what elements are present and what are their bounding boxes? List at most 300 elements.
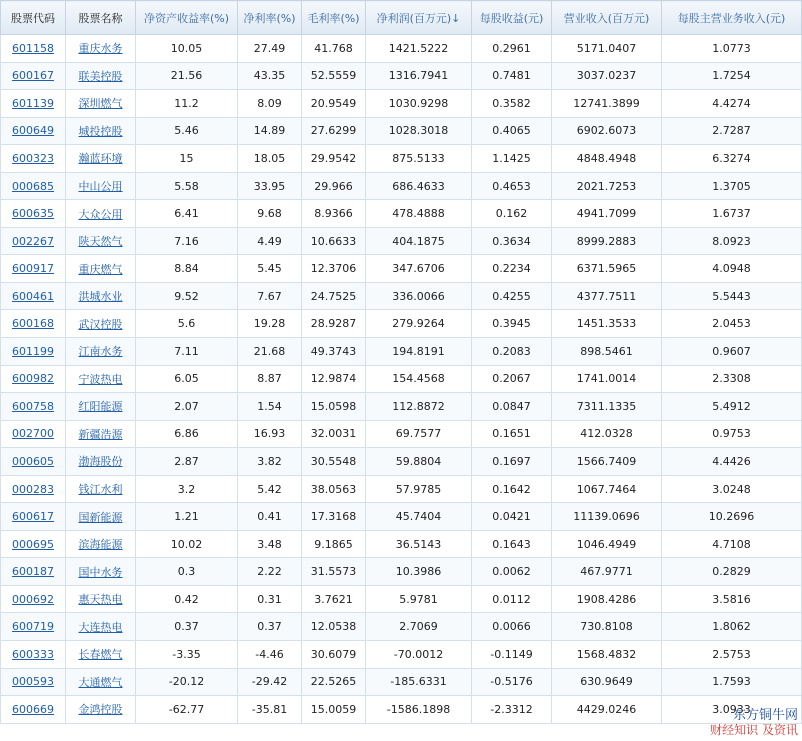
stock-code-link[interactable]: 002700 [12, 427, 54, 441]
cell-stock-name [66, 62, 136, 90]
cell-stock-name [66, 200, 136, 228]
header-gross-margin[interactable]: 毛利率(%) [302, 1, 366, 35]
cell-roe: 5.6 [136, 310, 238, 338]
table-row [1, 227, 802, 255]
cell-stock-name [66, 35, 136, 63]
stock-name-link[interactable]: 钱江水利 [78, 483, 123, 497]
cell-revenue-per-share: 4.7108 [662, 530, 802, 558]
cell-gross-margin: 10.6633 [302, 227, 366, 255]
cell-stock-code [1, 145, 66, 173]
cell-stock-code [1, 35, 66, 63]
stock-name-link[interactable]: 滨海能源 [78, 538, 123, 552]
cell-stock-code [1, 255, 66, 283]
cell-revenue: 6371.5965 [552, 255, 662, 283]
cell-net-profit: 57.9785 [366, 475, 472, 503]
cell-roe: 6.86 [136, 420, 238, 448]
cell-revenue: 412.0328 [552, 420, 662, 448]
stock-code-link[interactable]: 600461 [12, 289, 54, 303]
cell-gross-margin: 22.5265 [302, 668, 366, 696]
cell-stock-code [1, 172, 66, 200]
table-row [1, 475, 802, 503]
cell-revenue: 898.5461 [552, 338, 662, 366]
cell-revenue: 11139.0696 [552, 503, 662, 531]
cell-stock-code [1, 641, 66, 669]
cell-eps: 0.4653 [472, 172, 552, 200]
cell-revenue: 1451.3533 [552, 310, 662, 338]
cell-net-profit: -70.0012 [366, 641, 472, 669]
cell-stock-name [66, 172, 136, 200]
cell-revenue-per-share: 1.0773 [662, 35, 802, 63]
cell-gross-margin: 12.3706 [302, 255, 366, 283]
table-row [1, 282, 802, 310]
cell-gross-margin: 31.5573 [302, 558, 366, 586]
stock-code-link[interactable]: 600758 [12, 399, 54, 413]
cell-gross-margin: 17.3168 [302, 503, 366, 531]
cell-stock-name [66, 696, 136, 724]
cell-roe: -20.12 [136, 668, 238, 696]
cell-stock-code [1, 585, 66, 613]
cell-stock-name [66, 90, 136, 118]
cell-gross-margin: 28.9287 [302, 310, 366, 338]
cell-net-margin: 4.49 [238, 227, 302, 255]
stock-name-link[interactable]: 渤海股份 [78, 455, 123, 469]
stock-code-link[interactable]: 601139 [12, 96, 54, 110]
cell-stock-code [1, 668, 66, 696]
cell-revenue-per-share: 8.0923 [662, 227, 802, 255]
cell-net-margin: 8.87 [238, 365, 302, 393]
header-net-profit[interactable]: 净利润(百万元)↓ [366, 1, 472, 35]
table-row [1, 310, 802, 338]
header-revenue-per-share[interactable]: 每股主营业务收入(元) [662, 1, 802, 35]
cell-eps: 0.3945 [472, 310, 552, 338]
cell-net-margin: 7.67 [238, 282, 302, 310]
cell-revenue-per-share: 1.3705 [662, 172, 802, 200]
stock-name-link[interactable]: 深圳燃气 [78, 97, 123, 111]
stock-name-link[interactable]: 宁波热电 [78, 372, 123, 386]
cell-eps: 0.4255 [472, 282, 552, 310]
cell-roe: 8.84 [136, 255, 238, 283]
cell-stock-code [1, 696, 66, 724]
stock-code-link[interactable]: 000685 [12, 179, 54, 193]
cell-stock-name [66, 558, 136, 586]
cell-stock-code [1, 530, 66, 558]
cell-net-margin: 0.41 [238, 503, 302, 531]
cell-gross-margin: 32.0031 [302, 420, 366, 448]
cell-eps: -0.5176 [472, 668, 552, 696]
stock-name-link[interactable]: 红阳能源 [78, 400, 123, 414]
cell-revenue: 8999.2883 [552, 227, 662, 255]
watermark [710, 708, 798, 738]
stock-name-link[interactable]: 武汉控股 [78, 317, 123, 331]
cell-stock-name [66, 338, 136, 366]
table-row [1, 420, 802, 448]
stock-name-link[interactable]: 大众公用 [78, 207, 123, 221]
cell-net-margin: 9.68 [238, 200, 302, 228]
cell-gross-margin: 29.9542 [302, 145, 366, 173]
cell-gross-margin: 24.7525 [302, 282, 366, 310]
cell-revenue: 4377.7511 [552, 282, 662, 310]
stock-code-link[interactable]: 000695 [12, 537, 54, 551]
stock-name-link[interactable]: 洪城水业 [78, 290, 123, 304]
cell-net-margin: 1.54 [238, 393, 302, 421]
cell-revenue-per-share: 1.6737 [662, 200, 802, 228]
cell-roe: 5.58 [136, 172, 238, 200]
cell-roe: 0.42 [136, 585, 238, 613]
stock-name-link[interactable]: 联美控股 [78, 69, 123, 83]
stock-code-link[interactable]: 000283 [12, 482, 54, 496]
cell-roe: 6.05 [136, 365, 238, 393]
cell-eps: 0.2234 [472, 255, 552, 283]
cell-net-profit: 1028.3018 [366, 117, 472, 145]
cell-roe: 11.2 [136, 90, 238, 118]
cell-net-margin: 21.68 [238, 338, 302, 366]
cell-roe: -62.77 [136, 696, 238, 724]
cell-roe: 2.07 [136, 393, 238, 421]
cell-net-profit: 875.5133 [366, 145, 472, 173]
cell-revenue-per-share: 2.0453 [662, 310, 802, 338]
cell-revenue-per-share: 0.9753 [662, 420, 802, 448]
stock-name-link[interactable]: 中山公用 [78, 180, 123, 193]
cell-net-profit: 279.9264 [366, 310, 472, 338]
cell-roe: 15 [136, 145, 238, 173]
cell-revenue: 467.9771 [552, 558, 662, 586]
cell-net-profit: 5.9781 [366, 585, 472, 613]
cell-stock-name [66, 420, 136, 448]
cell-stock-name [66, 503, 136, 531]
cell-stock-name [66, 282, 136, 310]
cell-net-margin: 8.09 [238, 90, 302, 118]
cell-gross-margin: 41.768 [302, 35, 366, 63]
cell-revenue-per-share: 3.0248 [662, 475, 802, 503]
cell-revenue: 2021.7253 [552, 172, 662, 200]
cell-net-margin: 14.89 [238, 117, 302, 145]
table-row [1, 393, 802, 421]
cell-roe: 2.87 [136, 448, 238, 476]
cell-eps: 0.0062 [472, 558, 552, 586]
stock-code-link[interactable]: 600167 [12, 69, 54, 83]
watermark-tagline: 财经知识 及资讯 [710, 723, 798, 737]
cell-stock-code [1, 282, 66, 310]
stock-code-link[interactable]: 601199 [12, 344, 54, 358]
cell-stock-name [66, 255, 136, 283]
table-header-row [1, 1, 802, 35]
cell-eps: 0.7481 [472, 62, 552, 90]
cell-revenue: 1568.4832 [552, 641, 662, 669]
cell-stock-code [1, 503, 66, 531]
cell-revenue: 3037.0237 [552, 62, 662, 90]
cell-revenue-per-share: 1.7254 [662, 62, 802, 90]
table-row [1, 90, 802, 118]
cell-net-profit: 69.7577 [366, 420, 472, 448]
cell-gross-margin: 15.0059 [302, 696, 366, 724]
cell-revenue: 6902.6073 [552, 117, 662, 145]
cell-revenue-per-share: 2.5753 [662, 641, 802, 669]
stock-code-link[interactable]: 600323 [12, 151, 54, 165]
cell-eps: 0.0112 [472, 585, 552, 613]
cell-net-profit: 36.5143 [366, 530, 472, 558]
cell-net-profit: 1316.7941 [366, 62, 472, 90]
cell-gross-margin: 12.9874 [302, 365, 366, 393]
table-row [1, 145, 802, 173]
stock-code-link[interactable]: 600187 [12, 565, 54, 579]
stock-name-link[interactable]: 国新能源 [78, 510, 123, 524]
cell-revenue: 1046.4949 [552, 530, 662, 558]
table-row [1, 503, 802, 531]
stock-name-link[interactable]: 城投控股 [78, 124, 123, 138]
table-row [1, 585, 802, 613]
cell-roe: 5.46 [136, 117, 238, 145]
cell-revenue-per-share: 1.8062 [662, 613, 802, 641]
stock-code-link[interactable]: 600635 [12, 207, 54, 221]
cell-revenue: 12741.3899 [552, 90, 662, 118]
header-net-margin[interactable]: 净利率(%) [238, 1, 302, 35]
cell-net-profit: 194.8191 [366, 338, 472, 366]
table-row [1, 35, 802, 63]
cell-gross-margin: 29.966 [302, 172, 366, 200]
cell-roe: 10.05 [136, 35, 238, 63]
cell-net-profit: 1030.9298 [366, 90, 472, 118]
cell-stock-code [1, 558, 66, 586]
cell-gross-margin: 30.5548 [302, 448, 366, 476]
header-revenue[interactable]: 营业收入(百万元) [552, 1, 662, 35]
cell-revenue-per-share: 5.5443 [662, 282, 802, 310]
cell-net-profit: 45.7404 [366, 503, 472, 531]
cell-stock-code [1, 227, 66, 255]
cell-gross-margin: 3.7621 [302, 585, 366, 613]
cell-stock-name [66, 448, 136, 476]
stock-name-link[interactable]: 新疆浩源 [78, 427, 123, 441]
stock-name-link[interactable]: 惠天热电 [78, 593, 123, 607]
cell-net-profit: 2.7069 [366, 613, 472, 641]
cell-stock-code [1, 310, 66, 338]
cell-stock-name [66, 117, 136, 145]
table-row [1, 62, 802, 90]
cell-revenue: 4941.7099 [552, 200, 662, 228]
cell-eps: 0.0066 [472, 613, 552, 641]
cell-stock-name [66, 475, 136, 503]
cell-revenue-per-share: 0.2829 [662, 558, 802, 586]
cell-stock-code [1, 90, 66, 118]
cell-revenue: 4848.4948 [552, 145, 662, 173]
cell-gross-margin: 15.0598 [302, 393, 366, 421]
cell-net-profit: 112.8872 [366, 393, 472, 421]
cell-eps: 0.3634 [472, 227, 552, 255]
cell-revenue-per-share: 0.9607 [662, 338, 802, 366]
cell-eps: 0.2961 [472, 35, 552, 63]
cell-net-profit: 59.8804 [366, 448, 472, 476]
stock-name-link[interactable]: 国中水务 [78, 565, 123, 579]
cell-revenue: 1067.7464 [552, 475, 662, 503]
cell-stock-code [1, 420, 66, 448]
cell-net-profit: 347.6706 [366, 255, 472, 283]
cell-net-margin: 0.31 [238, 585, 302, 613]
cell-eps: 0.0421 [472, 503, 552, 531]
cell-roe: 1.21 [136, 503, 238, 531]
cell-eps: 0.0847 [472, 393, 552, 421]
cell-gross-margin: 8.9366 [302, 200, 366, 228]
cell-net-margin: 18.05 [238, 145, 302, 173]
stock-code-link[interactable]: 002267 [12, 234, 54, 248]
table-row [1, 558, 802, 586]
cell-roe: 21.56 [136, 62, 238, 90]
cell-roe: 0.3 [136, 558, 238, 586]
cell-roe: 6.41 [136, 200, 238, 228]
cell-gross-margin: 52.5559 [302, 62, 366, 90]
cell-net-margin: 33.95 [238, 172, 302, 200]
cell-net-profit: 154.4568 [366, 365, 472, 393]
cell-roe: 7.11 [136, 338, 238, 366]
cell-net-profit: 478.4888 [366, 200, 472, 228]
table-row [1, 172, 802, 200]
cell-eps: 0.2067 [472, 365, 552, 393]
cell-stock-code [1, 365, 66, 393]
cell-eps: 0.1643 [472, 530, 552, 558]
cell-stock-name [66, 668, 136, 696]
cell-roe: 3.2 [136, 475, 238, 503]
stock-code-link[interactable]: 601158 [12, 41, 54, 55]
cell-gross-margin: 20.9549 [302, 90, 366, 118]
table-row [1, 613, 802, 641]
header-roe[interactable]: 净资产收益率(%) [136, 1, 238, 35]
cell-net-margin: 27.49 [238, 35, 302, 63]
cell-gross-margin: 27.6299 [302, 117, 366, 145]
cell-stock-name [66, 641, 136, 669]
cell-eps: -2.3312 [472, 696, 552, 724]
cell-revenue-per-share: 2.7287 [662, 117, 802, 145]
cell-net-profit: -185.6331 [366, 668, 472, 696]
cell-net-margin: 43.35 [238, 62, 302, 90]
stock-name-link[interactable]: 江南水务 [78, 345, 123, 359]
cell-revenue: 1741.0014 [552, 365, 662, 393]
watermark-site-name: 东方铜牛网 [732, 708, 798, 723]
cell-roe: 10.02 [136, 530, 238, 558]
cell-net-profit: 336.0066 [366, 282, 472, 310]
stock-name-link[interactable]: 重庆燃气 [78, 262, 123, 276]
stock-code-link[interactable]: 600982 [12, 372, 54, 386]
cell-eps: 0.162 [472, 200, 552, 228]
stock-code-link[interactable]: 600617 [12, 510, 54, 524]
cell-revenue-per-share: 1.7593 [662, 668, 802, 696]
cell-roe: 7.16 [136, 227, 238, 255]
cell-net-profit: 10.3986 [366, 558, 472, 586]
stock-code-link[interactable]: 600168 [12, 317, 54, 331]
cell-revenue-per-share: 3.5816 [662, 585, 802, 613]
cell-revenue-per-share: 4.4274 [662, 90, 802, 118]
cell-net-margin: 3.48 [238, 530, 302, 558]
cell-net-profit: -1586.1898 [366, 696, 472, 724]
cell-stock-code [1, 475, 66, 503]
cell-gross-margin: 49.3743 [302, 338, 366, 366]
cell-net-profit: 1421.5222 [366, 35, 472, 63]
cell-eps: 0.2083 [472, 338, 552, 366]
stock-name-link[interactable]: 陕天然气 [78, 235, 123, 249]
stock-name-link[interactable]: 重庆水务 [78, 42, 123, 56]
cell-gross-margin: 38.0563 [302, 475, 366, 503]
stock-name-link[interactable]: 金鸿控股 [78, 703, 123, 717]
cell-revenue-per-share: 4.4426 [662, 448, 802, 476]
cell-eps: 0.1697 [472, 448, 552, 476]
cell-stock-name [66, 145, 136, 173]
cell-stock-name [66, 585, 136, 613]
stock-name-link[interactable]: 瀚蓝环境 [78, 152, 123, 166]
stock-code-link[interactable]: 000593 [12, 675, 54, 689]
cell-revenue-per-share: 4.0948 [662, 255, 802, 283]
table-row [1, 117, 802, 145]
stock-name-link[interactable]: 大连热电 [78, 620, 123, 634]
table-row [1, 641, 802, 669]
cell-stock-code [1, 200, 66, 228]
stock-name-link[interactable]: 长春燃气 [78, 648, 123, 662]
stock-code-link[interactable]: 000692 [12, 592, 54, 606]
cell-stock-name [66, 530, 136, 558]
cell-revenue-per-share: 3.0933 [662, 696, 802, 724]
cell-roe: 9.52 [136, 282, 238, 310]
table-row [1, 255, 802, 283]
cell-net-margin: -35.81 [238, 696, 302, 724]
cell-net-margin: 3.82 [238, 448, 302, 476]
cell-stock-name [66, 393, 136, 421]
stock-code-link[interactable]: 600669 [12, 702, 54, 716]
cell-revenue: 1908.4286 [552, 585, 662, 613]
stock-code-link[interactable]: 600333 [12, 647, 54, 661]
cell-roe: -3.35 [136, 641, 238, 669]
cell-stock-name [66, 365, 136, 393]
cell-net-margin: 5.42 [238, 475, 302, 503]
stock-code-link[interactable]: 000605 [12, 454, 54, 468]
cell-net-margin: -29.42 [238, 668, 302, 696]
stock-code-link[interactable]: 600917 [12, 262, 54, 276]
stock-name-link[interactable]: 大通燃气 [78, 675, 123, 689]
cell-stock-code [1, 62, 66, 90]
cell-net-margin: 5.45 [238, 255, 302, 283]
cell-stock-name [66, 613, 136, 641]
cell-net-margin: 0.37 [238, 613, 302, 641]
cell-revenue-per-share: 10.2696 [662, 503, 802, 531]
cell-stock-name [66, 310, 136, 338]
cell-stock-code [1, 117, 66, 145]
cell-revenue-per-share: 6.3274 [662, 145, 802, 173]
stock-code-link[interactable]: 600649 [12, 124, 54, 138]
cell-gross-margin: 12.0538 [302, 613, 366, 641]
cell-net-profit: 404.1875 [366, 227, 472, 255]
cell-revenue: 630.9649 [552, 668, 662, 696]
table-row [1, 200, 802, 228]
cell-eps: 0.1642 [472, 475, 552, 503]
cell-revenue: 4429.0246 [552, 696, 662, 724]
header-eps[interactable]: 每股收益(元) [472, 1, 552, 35]
cell-stock-code [1, 613, 66, 641]
cell-stock-code [1, 338, 66, 366]
cell-revenue: 1566.7409 [552, 448, 662, 476]
cell-revenue-per-share: 5.4912 [662, 393, 802, 421]
cell-net-margin: -4.46 [238, 641, 302, 669]
cell-gross-margin: 9.1865 [302, 530, 366, 558]
cell-revenue: 5171.0407 [552, 35, 662, 63]
cell-eps: 0.4065 [472, 117, 552, 145]
stock-code-link[interactable]: 600719 [12, 620, 54, 634]
cell-revenue-per-share: 2.3308 [662, 365, 802, 393]
cell-eps: -0.1149 [472, 641, 552, 669]
cell-gross-margin: 30.6079 [302, 641, 366, 669]
cell-revenue: 730.8108 [552, 613, 662, 641]
cell-eps: 0.1651 [472, 420, 552, 448]
cell-roe: 0.37 [136, 613, 238, 641]
table-row [1, 530, 802, 558]
cell-net-margin: 2.22 [238, 558, 302, 586]
cell-stock-name [66, 227, 136, 255]
cell-net-margin: 16.93 [238, 420, 302, 448]
cell-net-profit: 686.4633 [366, 172, 472, 200]
